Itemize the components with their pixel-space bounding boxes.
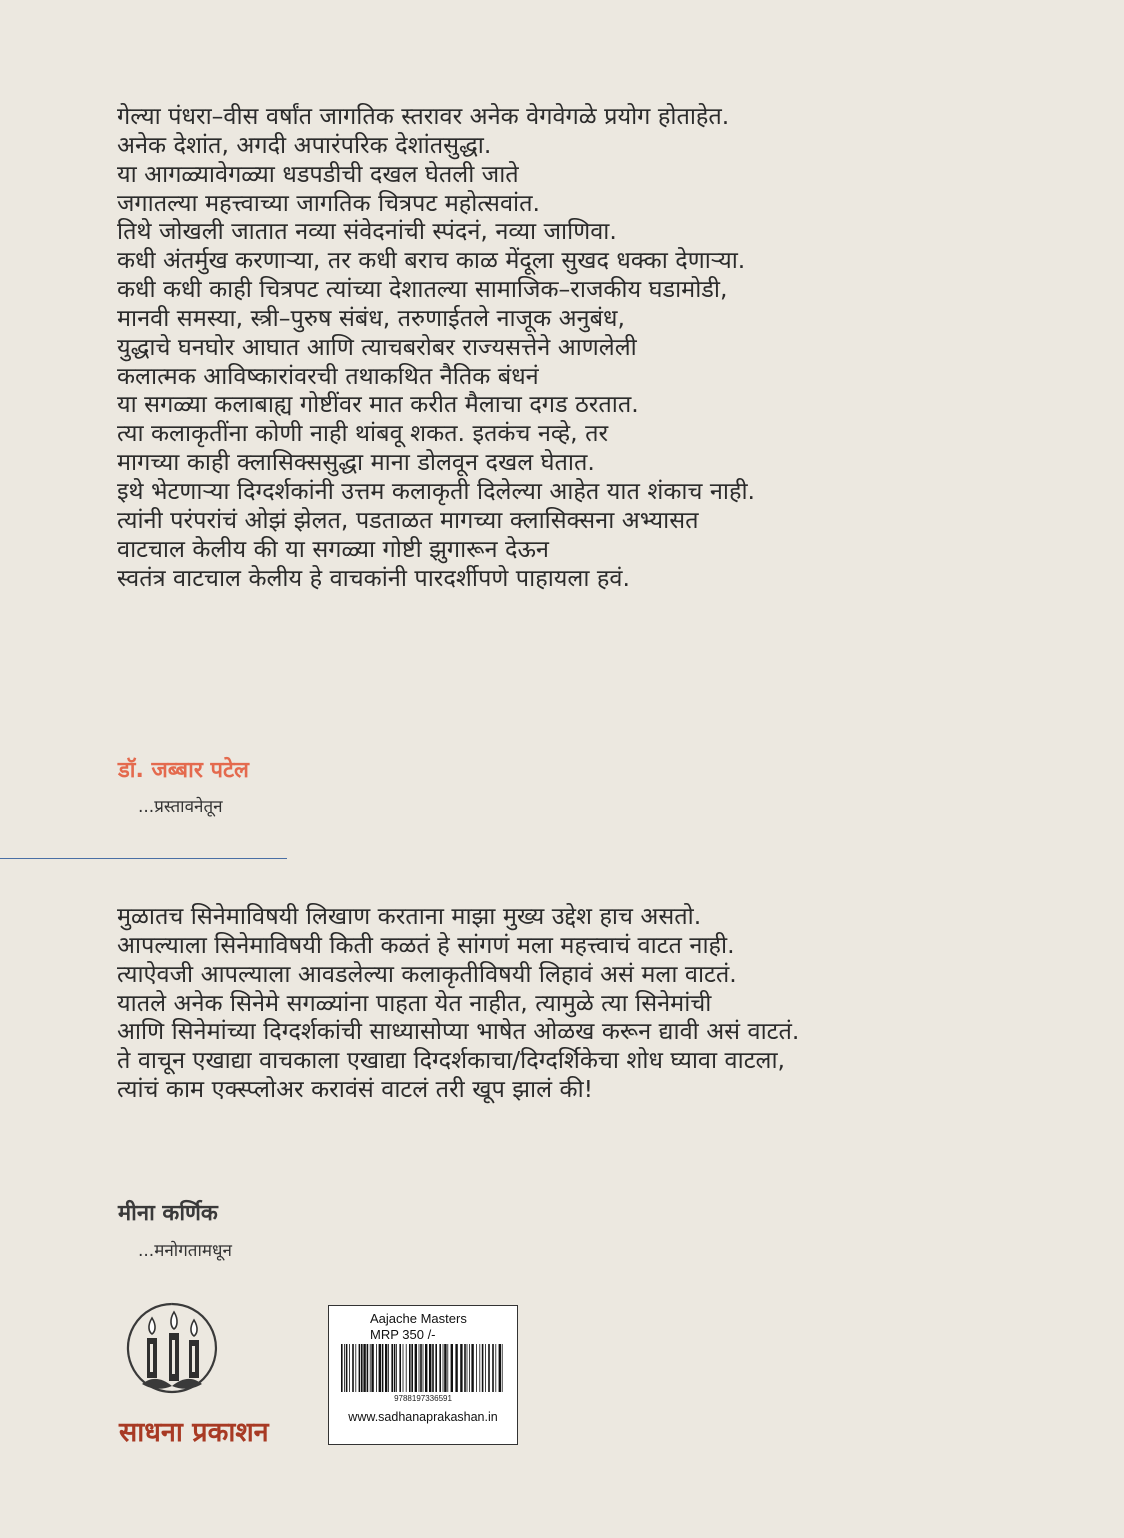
- barcode-bar: [467, 1344, 468, 1392]
- barcode-bar: [439, 1344, 441, 1392]
- barcode-bar: [499, 1344, 501, 1392]
- quote-line: आणि सिनेमांच्या दिग्दर्शकांची साध्यासोप्या भाषेत ओळख करून द्यावी असं वाटतं.: [117, 1017, 800, 1046]
- barcode-bar: [492, 1344, 494, 1392]
- barcode-bar: [485, 1344, 486, 1392]
- barcode-bar: [382, 1344, 384, 1392]
- barcode-bar: [425, 1344, 427, 1392]
- barcode-bar: [379, 1344, 381, 1392]
- barcode-bar: [443, 1344, 444, 1392]
- barcode-bar: [361, 1344, 363, 1392]
- barcode-bar: [435, 1344, 437, 1392]
- barcode-bar: [423, 1344, 424, 1392]
- quote-line: इथे भेटणाऱ्या दिग्दर्शकांनी उत्तम कलाकृती दिलेल्या आहेत यात शंकाच नाही.: [117, 476, 756, 505]
- quote-line: तिथे जोखली जातात नव्या संवेदनांची स्पंदनं, नव्या जाणिवा.: [117, 217, 617, 246]
- barcode-bar: [479, 1344, 480, 1392]
- quote-line: त्याऐवजी आपल्याला आवडलेल्या कलाकृतीविषयी लिहावं असं मला वाटतं.: [117, 959, 737, 988]
- quote-line: या आगळ्यावेगळ्या धडपडीची दखल घेतली जाते: [117, 159, 519, 188]
- author-note-block: [117, 902, 1077, 1104]
- barcode-bar: [341, 1344, 343, 1392]
- quote-line: युद्धाचे घनघोर आघात आणि त्याचबरोबर राज्यसत्तेने आणलेली: [117, 332, 637, 361]
- barcode-bar: [371, 1344, 373, 1392]
- quote-line: मुळातच सिनेमाविषयी लिखाण करताना माझा मुख्य उद्देश हाच असतो.: [117, 902, 702, 930]
- quote-line: कलात्मक आविष्कारांवरची तथाकथित नैतिक बंधनं: [117, 361, 539, 390]
- quote-line: त्यांनी परंपरांचं ओझं झेलत, पडताळत मागच्या क्लासिक्सना अभ्यासत: [117, 505, 699, 534]
- barcode-bar: [471, 1344, 473, 1392]
- barcode-bar: [399, 1344, 401, 1392]
- barcode-bar: [447, 1344, 448, 1392]
- quote-line: त्यांचं काम एक्स्प्लोअर करावंसं वाटलं तरी खूप झालं की!: [117, 1075, 594, 1104]
- barcode-bar: [429, 1344, 431, 1392]
- quote-line: जगातल्या महत्त्वाच्या जागतिक चित्रपट महोत्सवांत.: [117, 188, 540, 217]
- barcode-bar: [376, 1344, 377, 1392]
- barcode-bar: [385, 1344, 387, 1392]
- quote-line: मानवी समस्या, स्त्री–पुरुष संबंध, तरुणाईतले नाजूक अनुबंध,: [117, 303, 625, 332]
- barcode-bar: [464, 1344, 466, 1392]
- section-divider: [0, 858, 287, 859]
- barcode-bar: [344, 1344, 345, 1392]
- barcode-bar: [346, 1344, 348, 1392]
- barcode-bar: [460, 1344, 462, 1392]
- quote-line: आपल्याला सिनेमाविषयी किती कळतं हे सांगणं मला महत्त्वाचं वाटत नाही.: [117, 930, 735, 959]
- quote-line: या सगळ्या कलाबाह्य गोष्टींवर मात करीत मैलाचा दगड ठरतात.: [117, 390, 639, 419]
- barcode-bar: [419, 1344, 420, 1392]
- quote-line: गेल्या पंधरा–वीस वर्षांत जागतिक स्तरावर अनेक वेगवेगळे प्रयोग होताहेत.: [117, 102, 730, 130]
- author-name: मीना कर्णिक: [118, 1201, 218, 1226]
- publisher-name: साधना प्रकाशन: [119, 1417, 269, 1448]
- quote-line: अनेक देशांत, अगदी अपारंपरिक देशांतसुद्धा.: [117, 130, 492, 159]
- quote-line: त्या कलाकृतींना कोणी नाही थांबवू शकत. इतकंच नव्हे, तर: [117, 419, 609, 448]
- barcode-bar: [476, 1344, 477, 1392]
- price-label: MRP 350 /-: [370, 1327, 436, 1342]
- author-note-source: ...मनोगतामधून: [138, 1241, 232, 1261]
- barcode-bar: [352, 1344, 354, 1392]
- publisher-website: www.sadhanaprakashan.in: [348, 1410, 498, 1424]
- barcode-bar: [370, 1344, 371, 1392]
- barcode-stripes: [341, 1344, 505, 1392]
- barcode-bar: [359, 1344, 361, 1392]
- quote-line: यातले अनेक सिनेमे सगळ्यांना पाहता येत नाहीत, त्यामुळे त्या सिनेमांची: [117, 988, 712, 1017]
- isbn-number: 9788197336591: [394, 1394, 452, 1403]
- barcode-bar: [432, 1344, 434, 1392]
- candles-logo-icon: [122, 1298, 222, 1398]
- intro-quote-block: [117, 102, 1077, 592]
- quote-line: कधी अंतर्मुख करणाऱ्या, तर कधी बराच काळ मेंदूला सुखद धक्का देणाऱ्या.: [117, 246, 746, 275]
- barcode-bar: [394, 1344, 396, 1392]
- barcode-bar: [367, 1344, 369, 1392]
- quote-line: कधी कधी काही चित्रपट त्यांच्या देशातल्या सामाजिक–राजकीय घडामोडी,: [117, 275, 728, 304]
- barcode-bar: [363, 1344, 365, 1392]
- barcode-bar: [488, 1344, 490, 1392]
- quote-line: स्वतंत्र वाटचाल केलीय हे वाचकांनी पारदर्शीपणे पाहायला हवं.: [117, 563, 630, 592]
- book-title: Aajache Masters: [370, 1311, 467, 1326]
- barcode-bar: [409, 1344, 411, 1392]
- barcode-bar: [411, 1344, 413, 1392]
- barcode-bar: [482, 1344, 484, 1392]
- barcode-bar: [396, 1344, 397, 1392]
- barcode-bar: [406, 1344, 407, 1392]
- barcode-bar: [502, 1344, 503, 1392]
- barcode-bar: [391, 1344, 393, 1392]
- quote-line: मागच्या काही क्लासिक्ससुद्धा माना डोलवून दखल घेतात.: [117, 448, 595, 477]
- barcode-label: [328, 1305, 518, 1445]
- barcode-bar: [455, 1344, 457, 1392]
- barcode-bar: [415, 1344, 417, 1392]
- barcode-bar: [444, 1344, 446, 1392]
- barcode-bar: [451, 1344, 453, 1392]
- barcode-bar: [355, 1344, 356, 1392]
- quote-line: वाटचाल केलीय की या सगळ्या गोष्टी झुगारून देऊन: [117, 534, 549, 563]
- barcode-bar: [388, 1344, 389, 1392]
- barcode-bar: [349, 1344, 350, 1392]
- barcode-bar: [469, 1344, 470, 1392]
- barcode-bar: [420, 1344, 422, 1392]
- barcode-bar: [403, 1344, 404, 1392]
- intro-author-name: डॉ. जब्बार पटेल: [118, 758, 249, 783]
- barcode-bar: [495, 1344, 496, 1392]
- quote-line: ते वाचून एखाद्या वाचकाला एखाद्या दिग्दर्शकाचा/दिग्दर्शिकेचा शोध घ्यावा वाटला,: [117, 1046, 786, 1075]
- intro-source: ...प्रस्तावनेतून: [138, 797, 223, 817]
